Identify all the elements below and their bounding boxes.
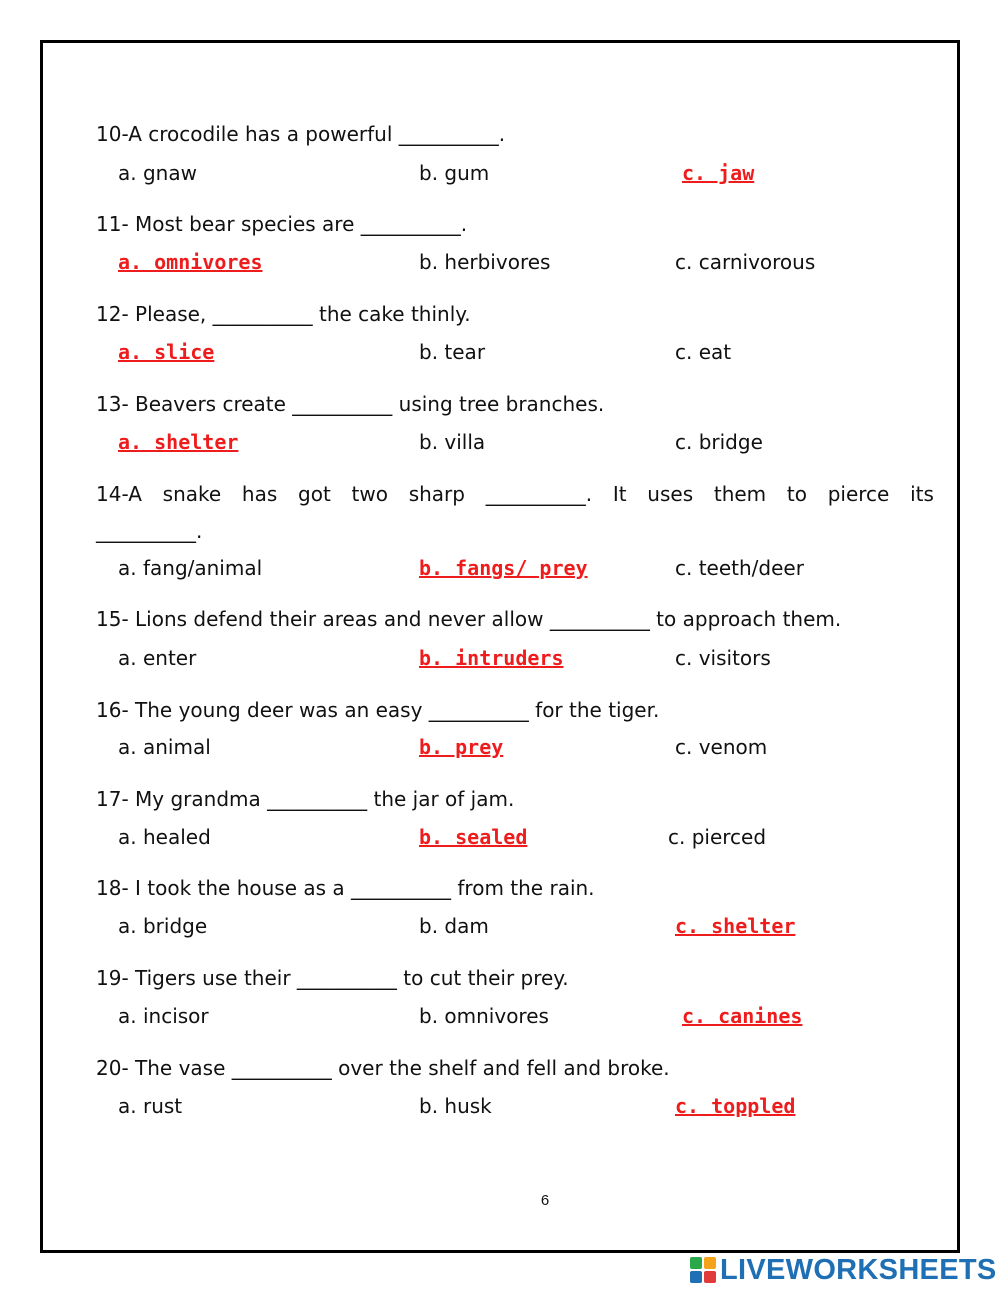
q14-blank: __________. xyxy=(485,482,593,506)
option-10b[interactable]: b. gum xyxy=(419,161,490,185)
option-12c[interactable]: c. eat xyxy=(675,340,732,364)
q14-word: has xyxy=(241,482,278,506)
option-20a[interactable]: a. rust xyxy=(118,1094,183,1118)
question-14-line2: __________. xyxy=(96,519,203,543)
q14-word: got xyxy=(298,482,331,506)
question-12: 12- Please, __________ the cake thinly. xyxy=(96,302,471,326)
option-16a[interactable]: a. animal xyxy=(118,735,211,759)
option-20b[interactable]: b. husk xyxy=(419,1094,492,1118)
option-12a-answer[interactable]: a. slice xyxy=(118,340,215,364)
option-16b-answer[interactable]: b. prey xyxy=(419,735,504,759)
q14-word: sharp xyxy=(408,482,465,506)
option-15c[interactable]: c. visitors xyxy=(675,646,771,670)
option-10a[interactable]: a. gnaw xyxy=(118,161,197,185)
question-11: 11- Most bear species are __________. xyxy=(96,212,468,236)
option-16c[interactable]: c. venom xyxy=(675,735,768,759)
option-14b-answer[interactable]: b. fangs/ prey xyxy=(419,556,588,580)
question-20: 20- The vase __________ over the shelf and fell and broke. xyxy=(96,1056,670,1080)
question-10: 10-A crocodile has a powerful __________. xyxy=(96,122,506,146)
question-19: 19- Tigers use their __________ to cut their prey. xyxy=(96,966,569,990)
liveworksheets-brand[interactable] xyxy=(690,1254,997,1286)
q14-word: It xyxy=(612,482,627,506)
liveworksheets-logo-icon xyxy=(690,1257,716,1283)
q14-word: uses xyxy=(647,482,694,506)
q14-word: them xyxy=(713,482,767,506)
question-14-line1 xyxy=(96,476,934,513)
option-18b[interactable]: b. dam xyxy=(419,914,489,938)
option-10c-answer[interactable]: c. jaw xyxy=(682,161,755,185)
option-14c[interactable]: c. teeth/deer xyxy=(675,556,804,580)
q14-word: 14-A xyxy=(96,482,142,506)
question-16: 16- The young deer was an easy __________ for the tiger. xyxy=(96,698,660,722)
q14-word: its xyxy=(910,482,934,506)
q14-word: two xyxy=(351,482,388,506)
option-18a[interactable]: a. bridge xyxy=(118,914,208,938)
option-11c[interactable]: c. carnivorous xyxy=(675,250,816,274)
option-14a[interactable]: a. fang/animal xyxy=(118,556,263,580)
option-19b[interactable]: b. omnivores xyxy=(419,1004,549,1028)
q14-word: pierce xyxy=(827,482,890,506)
question-15: 15- Lions defend their areas and never allow __________ to approach them. xyxy=(96,607,842,631)
option-13c[interactable]: c. bridge xyxy=(675,430,763,454)
question-14 xyxy=(96,476,934,550)
q14-word: to xyxy=(786,482,807,506)
option-18c-answer[interactable]: c. shelter xyxy=(675,914,796,938)
option-19c-answer[interactable]: c. canines xyxy=(682,1004,803,1028)
option-15b-answer[interactable]: b. intruders xyxy=(419,646,564,670)
option-17c[interactable]: c. pierced xyxy=(668,825,767,849)
question-13: 13- Beavers create __________ using tree branches. xyxy=(96,392,605,416)
option-13b[interactable]: b. villa xyxy=(419,430,486,454)
option-11a-answer[interactable]: a. omnivores xyxy=(118,250,263,274)
option-17b-answer[interactable]: b. sealed xyxy=(419,825,528,849)
q14-word: snake xyxy=(162,482,222,506)
question-18: 18- I took the house as a __________ from the rain. xyxy=(96,876,595,900)
option-19a[interactable]: a. incisor xyxy=(118,1004,209,1028)
option-13a-answer[interactable]: a. shelter xyxy=(118,430,239,454)
option-15a[interactable]: a. enter xyxy=(118,646,197,670)
option-20c-answer[interactable]: c. toppled xyxy=(675,1094,796,1118)
option-17a[interactable]: a. healed xyxy=(118,825,211,849)
option-12b[interactable]: b. tear xyxy=(419,340,486,364)
question-17: 17- My grandma __________ the jar of jam. xyxy=(96,787,515,811)
page-number: 6 xyxy=(540,1192,550,1209)
brand-name: LIVEWORKSHEETS xyxy=(720,1253,997,1286)
option-11b[interactable]: b. herbivores xyxy=(419,250,551,274)
